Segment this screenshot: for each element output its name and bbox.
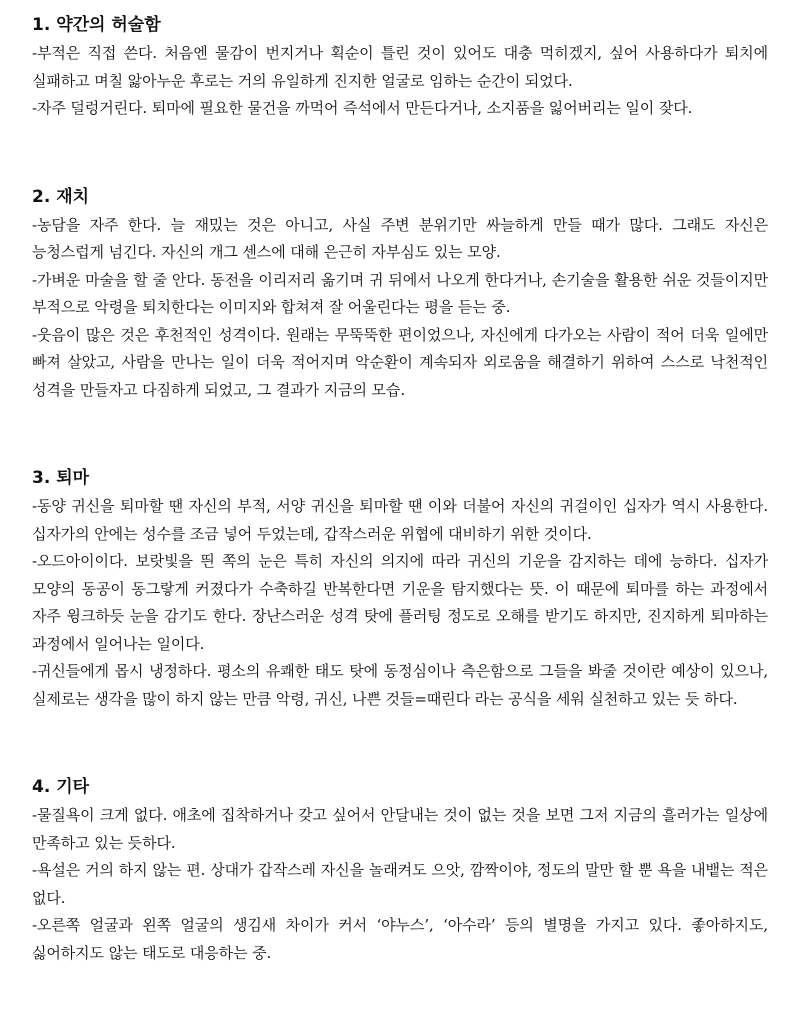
section-flaws [32,10,768,123]
paragraph: -물질욕이 크게 없다. 애초에 집착하거나 갖고 싶어서 안달내는 것이 없는 것을 보면 그저 지금의 흘러가는 일상에 만족하고 있는 듯하다. [32,806,768,852]
section-misc [32,772,768,967]
paragraph: -오른쪽 얼굴과 왼쪽 얼굴의 생김새 차이가 커서 ‘야누스’, ‘아수라’ 등의 별명을 가지고 있다. 좋아하지도, 싫어하지도 않는 태도로 대응하는 중. [32,916,768,962]
paragraph: -부적은 직접 쓴다. 처음엔 물감이 번지거나 획순이 틀린 것이 있어도 대충 먹히겠지, 싶어 사용하다가 퇴치에 실패하고 며칠 앓아누운 후로는 거의 유일하게 진지한 얼굴로 임하는 순간이 되었다. [32,44,768,90]
paragraph: -농담을 자주 한다. 늘 재밌는 것은 아니고, 사실 주변 분위기만 싸늘하게 만들 때가 많다. 그래도 자신은 능청스럽게 넘긴다. 자신의 개그 센스에 대해 은근히 자부심도 있는 모양. [32,215,768,261]
section-heading: 2. 재치 [32,186,90,207]
document-body [32,10,768,967]
section-wit [32,182,768,405]
paragraph: -웃음이 많은 것은 후천적인 성격이다. 원래는 무뚝뚝한 편이었으나, 자신에게 다가오는 사람이 적어 더욱 일에만 빠져 살았고, 사람을 만나는 일이 더욱 적어지며 악순환이 계속되자 외로움을 해결하기 위하여 스스로 낙천적인 성격을 만들자고 다짐하게 되었고, 그 결과가 지금의 모습. [32,325,768,399]
section-heading: 3. 퇴마 [32,468,90,488]
paragraph: -오드아이이다. 보랏빛을 띈 쪽의 눈은 특히 자신의 의지에 따라 귀신의 기운을 감지하는 데에 능하다. 십자가 모양의 동공이 동그랗게 커졌다가 수축하길 반복한다면 기운을 탐지했다는 뜻. 이 때문에 퇴마를 하는 과정에서 자주 윙크하듯 눈을 감기도 한다. 장난스러운 성격 탓에 플러팅 정도로 오해를 받기도 하지만, 진지하게 퇴마하는 과정에서 일어나는 일이다. [32,552,768,653]
section-exorcism [32,463,768,713]
paragraph: -가벼운 마술을 할 줄 안다. 동전을 이리저리 옮기며 귀 뒤에서 나오게 한다거나, 손기술을 활용한 쉬운 것들이지만 부적으로 악령을 퇴치한다는 이미지와 합쳐져 잘 어울린다는 평을 듣는 중. [32,270,768,316]
section-heading: 4. 기타 [32,777,90,797]
paragraph: -자주 덜렁거린다. 퇴마에 필요한 물건을 까먹어 즉석에서 만든다거나, 소지품을 잃어버리는 일이 잦다. [32,99,693,117]
paragraph: -욕설은 거의 하지 않는 편. 상대가 갑작스레 자신을 놀래켜도 으앗, 깜짝이야, 정도의 말만 할 뿐 욕을 내뱉는 적은 없다. [32,861,768,907]
section-heading: 1. 약간의 허술함 [32,15,161,35]
paragraph: -귀신들에게 몹시 냉정하다. 평소의 유쾌한 태도 탓에 동정심이나 측은함으로 그들을 봐줄 것이란 예상이 있으나, 실제로는 생각을 많이 하지 않는 만큼 악령, 귀신, 나쁜 것들=때린다 라는 공식을 세워 실천하고 있는 듯 하다. [32,662,768,708]
paragraph: -동양 귀신을 퇴마할 땐 자신의 부적, 서양 귀신을 퇴마할 땐 이와 더불어 자신의 귀걸이인 십자가 역시 사용한다. 십자가의 안에는 성수를 조금 넣어 두었는데, 갑작스러운 위협에 대비하기 위한 것이다. [32,497,768,543]
